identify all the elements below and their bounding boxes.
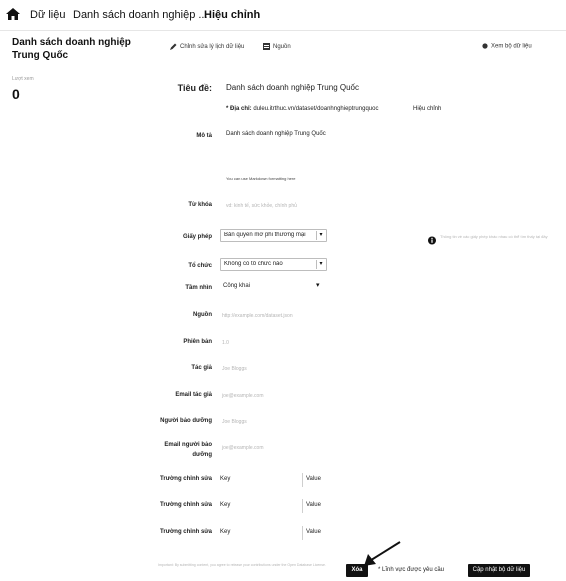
- breadcrumb-dataset[interactable]: Danh sách doanh nghiệp ...: [73, 9, 208, 21]
- title-field[interactable]: Danh sách doanh nghiệp Trung Quốc: [226, 83, 359, 92]
- tab-resources[interactable]: [263, 43, 291, 50]
- views-count: 0: [12, 86, 20, 102]
- version-input[interactable]: 1.0: [222, 340, 229, 346]
- version-label: Phiên bản: [183, 339, 212, 345]
- custom-field-label: Trường chỉnh sửa: [160, 529, 212, 535]
- visibility-select-value: Công khai: [223, 283, 251, 289]
- url-edit-button[interactable]: Hiệu chỉnh: [413, 106, 442, 112]
- organization-label: Tổ chức: [188, 263, 212, 269]
- view-icon: [482, 43, 488, 49]
- views-label: Lượt xem: [12, 76, 34, 82]
- breadcrumb-data[interactable]: Dữ liệu: [30, 9, 66, 21]
- license-label: Giấy phép: [182, 234, 212, 240]
- chevron-down-icon: ▾: [316, 231, 325, 240]
- visibility-select[interactable]: [220, 281, 327, 294]
- custom-field-label: Trường chỉnh sửa: [160, 476, 212, 482]
- custom-field-value-input[interactable]: Value: [306, 476, 321, 482]
- custom-field-key-input[interactable]: Key: [220, 476, 231, 482]
- organization-select[interactable]: [220, 258, 327, 271]
- url-row: [226, 106, 378, 112]
- url-label: * Địa chỉ:: [226, 106, 252, 112]
- tab-edit-metadata[interactable]: [170, 43, 244, 50]
- license-notice: Important: By submitting content, you agree to release your contributions under the Open Database License.: [158, 563, 326, 567]
- custom-field-key-input[interactable]: Key: [220, 502, 231, 508]
- markdown-hint: You can use Markdown formatting here: [226, 176, 296, 181]
- custom-field-value-input[interactable]: Value: [306, 529, 321, 535]
- pencil-icon: [170, 43, 177, 50]
- delete-button[interactable]: Xóa: [346, 564, 368, 577]
- maintainer-label: Người bảo dưỡng: [160, 418, 212, 424]
- organization-select-value: Không có tổ chức nào: [224, 261, 283, 267]
- maintainer-email-label: Email người bảo dưỡng: [164, 442, 212, 458]
- view-dataset-link[interactable]: [482, 43, 532, 50]
- visibility-label: Tầm nhìn: [185, 285, 212, 291]
- custom-field-divider: [302, 473, 303, 487]
- custom-field-divider: [302, 499, 303, 513]
- info-icon: [428, 236, 436, 245]
- license-select-value: Bản quyền mở phi thương mại: [224, 232, 306, 238]
- home-icon[interactable]: [6, 8, 20, 20]
- chevron-down-icon: ▾: [316, 282, 320, 289]
- chevron-down-icon: ▾: [316, 260, 325, 269]
- author-input[interactable]: Joe Bloggs: [222, 366, 247, 372]
- custom-field-divider: [302, 526, 303, 540]
- breadcrumb-edit[interactable]: Hiệu chỉnh: [204, 9, 261, 21]
- tab-resources-label: Nguồn: [273, 44, 291, 51]
- source-input[interactable]: http://example.com/dataset.json: [222, 313, 293, 319]
- license-help-text: Thông tin về các giấy phép khác nhau có thể tìm thấy tại đây: [440, 234, 548, 239]
- custom-field-label: Trường chỉnh sửa: [160, 502, 212, 508]
- source-label: Nguồn: [193, 312, 212, 318]
- maintainer-email-input[interactable]: joe@example.com: [222, 445, 264, 451]
- maintainer-input[interactable]: Joe Bloggs: [222, 419, 247, 425]
- tags-label: Từ khóa: [188, 202, 212, 208]
- tags-input[interactable]: vd: kinh tế, sức khỏe, chính phủ: [226, 203, 297, 209]
- author-email-label: Email tác giả: [175, 392, 212, 398]
- license-select[interactable]: [220, 229, 327, 242]
- author-label: Tác giả: [191, 365, 212, 371]
- view-dataset-label: Xem bộ dữ liệu: [491, 43, 532, 50]
- custom-field-value-input[interactable]: Value: [306, 502, 321, 508]
- url-field[interactable]: duleu.itrthuc.vn/dataset/doanhnghieptrungquoc: [253, 106, 379, 112]
- custom-field-key-input[interactable]: Key: [220, 529, 231, 535]
- dataset-title: Danh sách doanh nghiệp Trung Quốc: [12, 37, 131, 61]
- title-label: Tiêu đề:: [177, 83, 212, 93]
- save-button[interactable]: Cập nhật bộ dữ liệu: [468, 564, 530, 577]
- arrow-icon: [356, 540, 402, 568]
- description-label: Mô tả: [196, 133, 212, 139]
- resources-icon: [263, 43, 270, 50]
- description-field[interactable]: Danh sách doanh nghiệp Trung Quốc: [226, 131, 326, 137]
- author-email-input[interactable]: joe@example.com: [222, 393, 264, 399]
- required-note: * Lĩnh vực được yêu cầu: [378, 567, 444, 573]
- top-nav: [0, 0, 566, 31]
- tab-edit-metadata-label: Chỉnh sửa lý lịch dữ liệu: [180, 44, 245, 51]
